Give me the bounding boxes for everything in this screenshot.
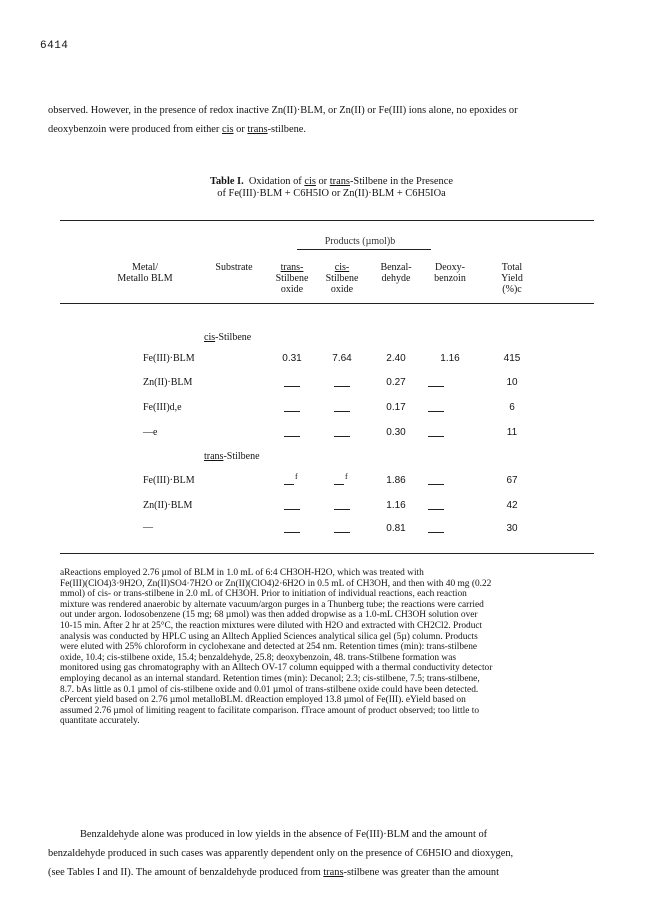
closing-line-3 xyxy=(48,862,499,883)
row-metal: Fe(III)d,e xyxy=(143,402,182,413)
dash-mark xyxy=(334,386,350,387)
intro-text: -stilbene. xyxy=(267,124,306,135)
footnote-line: mixture was rendered anaerobic by alternate vacuum/argon purges in a Thunberg tube; the reactions were carried xyxy=(60,599,484,610)
cell-total-yield: 11 xyxy=(506,427,518,438)
products-rule xyxy=(297,249,431,250)
footnote-line: oxide, 10.4; cis-stilbene oxide, 15.4; benzaldehyde, 25.8; deoxybenzoin, 48. trans-Stilbene formation was xyxy=(60,652,457,663)
cell-benzaldehyde: 0.27 xyxy=(386,377,406,388)
trans-term: trans xyxy=(329,176,350,187)
row-metal: Zn(II)·BLM xyxy=(143,377,193,388)
cell-trans-oxide: 0.31 xyxy=(282,353,302,364)
col-header-line: oxide xyxy=(280,284,304,295)
dash-mark xyxy=(428,436,444,437)
cis-term: cis xyxy=(221,124,234,135)
trans-term: trans xyxy=(323,867,344,878)
dash-mark xyxy=(334,436,350,437)
col-header-line: trans- xyxy=(280,262,304,273)
col-header-line: Stilbene xyxy=(325,273,359,284)
cis-term: cis xyxy=(304,176,316,187)
title-text: -Stilbene in the Presence xyxy=(349,176,453,187)
col-header-line: Yield xyxy=(501,273,523,284)
section-cis-stilbene xyxy=(204,332,251,344)
closing-line-1: Benzaldehyde alone was produced in low yields in the absence of Fe(III)·BLM and the amount of xyxy=(80,829,488,840)
cis-term: cis xyxy=(204,332,216,343)
dash-mark xyxy=(284,411,300,412)
footnote-mark: f xyxy=(295,472,298,481)
section-trans-stilbene xyxy=(204,451,260,463)
cell-benzaldehyde: 0.17 xyxy=(386,402,406,413)
cell-deoxybenzoin: 1.16 xyxy=(440,353,460,364)
col-deoxybenzoin-header xyxy=(422,262,478,284)
col-header-line: Benzal- xyxy=(380,262,412,273)
table-label: Table I. xyxy=(210,176,244,187)
title-text: or xyxy=(315,176,330,187)
cell-total-yield: 6 xyxy=(509,402,515,413)
col-metal-header xyxy=(100,262,190,284)
col-header-line: Stilbene xyxy=(275,273,309,284)
col-total-yield-header xyxy=(482,262,542,295)
footnote-line: monitored using gas chromatography with an Alltech OV-17 column equipped with a thermal conductivity detector xyxy=(60,663,493,674)
table-title-line-1 xyxy=(0,176,663,188)
footnote-line: mmol) of cis- or trans-stilbene in 2.0 mL of CH3OH. Prior to initiation of individual reactions, each reaction xyxy=(60,589,467,600)
dash-mark xyxy=(334,484,344,485)
dash-mark xyxy=(428,411,444,412)
dash-mark xyxy=(428,532,444,533)
col-substrate-header: Substrate xyxy=(215,262,253,273)
col-header-line: Total xyxy=(501,262,523,273)
dash-mark xyxy=(428,484,444,485)
col-header-line: Deoxy- xyxy=(435,262,465,273)
col-header-line: oxide xyxy=(330,284,354,295)
dash-mark xyxy=(428,386,444,387)
col-header-line: benzoin xyxy=(434,273,466,284)
cell-benzaldehyde: 0.81 xyxy=(386,523,406,534)
col-header-line: dehyde xyxy=(381,273,411,284)
col-benzaldehyde-header xyxy=(368,262,424,284)
footnote-mark: f xyxy=(345,472,348,481)
col-header-line: (%)c xyxy=(502,284,522,295)
row-metal: —e xyxy=(143,427,158,438)
row-metal: Fe(III)·BLM xyxy=(143,475,195,486)
closing-text: (see Tables I and II). The amount of benzaldehyde produced from xyxy=(48,867,324,878)
cell-total-yield: 42 xyxy=(506,500,518,511)
cell-benzaldehyde: 1.86 xyxy=(386,475,406,486)
footnote-line: analysis was conducted by HPLC using an Alltech Applied Sciences analytical silica gel (5µ) column. Products xyxy=(60,631,478,642)
dash-mark xyxy=(284,532,300,533)
intro-line-1: observed. However, in the presence of redox inactive Zn(II)·BLM, or Zn(II) or Fe(III) ions alone, no epoxides or xyxy=(48,105,518,116)
table-header-rule xyxy=(60,303,594,304)
intro-text: or xyxy=(233,124,248,135)
footnote-line: employing decanol as an internal standard. Retention times (min): Decanol; 2.3; cis-stilbene, 7.5; trans-stilbene, xyxy=(60,673,480,684)
cell-cis-oxide: 7.64 xyxy=(332,353,352,364)
col-trans-oxide-header xyxy=(264,262,320,295)
section-label: -Stilbene xyxy=(223,451,260,462)
footnote-line: out under argon. Iodosobenzene (15 mg; 68 µmol) was then added dropwise as a 1.0-mL CH3OH solution over xyxy=(60,610,478,621)
row-metal: Zn(II)·BLM xyxy=(143,500,193,511)
footnote-line: assumed 2.76 µmol of limiting reagent to facilitate comparison. fTrace amount of product observed; too little to xyxy=(60,705,480,716)
closing-text: -stilbene was greater than the amount xyxy=(343,867,500,878)
section-label: -Stilbene xyxy=(215,332,252,343)
dash-mark xyxy=(284,509,300,510)
footnote-line: 8.7. bAs little as 0.1 µmol of cis-stilbene oxide and 0.01 µmol of trans-stilbene oxide could have been detected. xyxy=(60,684,479,695)
cell-total-yield: 67 xyxy=(506,475,518,486)
cell-total-yield: 10 xyxy=(506,377,518,388)
table-footnotes xyxy=(60,568,492,727)
col-header-line: Metallo BLM xyxy=(117,273,173,284)
col-cis-oxide-header xyxy=(314,262,370,295)
footnote-line: cPercent yield based on 2.76 µmol metalloBLM. dReaction employed 13.8 µmol of Fe(III). eYield based on xyxy=(60,695,466,706)
dash-mark xyxy=(284,484,294,485)
cell-benzaldehyde: 2.40 xyxy=(386,353,406,364)
table-title-line-2: of Fe(III)·BLM + C6H5IO or Zn(II)·BLM + C6H5IOa xyxy=(217,188,446,199)
products-header: Products (µmol)b xyxy=(324,236,396,247)
col-header-line: cis- xyxy=(334,262,350,273)
page-number: 6414 xyxy=(40,40,69,52)
footnote-line: 10-15 min. After 2 hr at 25°C, the reaction mixtures were diluted with H2O and extracted with CH2Cl2. Product xyxy=(60,620,483,631)
col-header-line: Metal/ xyxy=(131,262,159,273)
cell-benzaldehyde: 1.16 xyxy=(386,500,406,511)
trans-term: trans xyxy=(204,451,224,462)
dash-mark xyxy=(334,411,350,412)
dash-mark xyxy=(334,532,350,533)
dash-mark xyxy=(428,509,444,510)
title-text: Oxidation of xyxy=(248,176,305,187)
intro-text: deoxybenzoin were produced from either xyxy=(48,124,222,135)
table-bottom-rule xyxy=(60,553,594,554)
cell-total-yield: 30 xyxy=(506,523,518,534)
dash-mark xyxy=(284,386,300,387)
footnote-line: aReactions employed 2.76 µmol of BLM in 1.0 mL of 6:4 CH3OH-H2O, which was treated with xyxy=(60,568,424,578)
closing-line-2: benzaldehyde produced in such cases was apparently dependent only on the presence of C6H5IO and dioxygen, xyxy=(48,848,514,859)
row-metal: Fe(III)·BLM xyxy=(143,353,195,364)
footnote-line: Fe(III)(ClO4)3·9H2O, Zn(II)SO4·7H2O or Zn(II)(ClO4)2·6H2O in 0.5 mL of CH3OH, and then with 40 mg (0.22 xyxy=(60,578,492,589)
cell-benzaldehyde: 0.30 xyxy=(386,427,406,438)
dash-mark xyxy=(334,509,350,510)
cell-total-yield: 415 xyxy=(503,353,521,364)
footnote-line: quantitate accurately. xyxy=(60,716,140,727)
row-metal: — xyxy=(143,522,153,533)
intro-line-2 xyxy=(48,119,306,140)
dash-mark xyxy=(284,436,300,437)
trans-term: trans xyxy=(247,124,268,135)
table-top-rule xyxy=(60,220,594,221)
footnote-line: were eluted with 25% chloroform in cyclohexane and detected at 254 nm. Retention times (min): trans-stilbene xyxy=(60,642,478,653)
